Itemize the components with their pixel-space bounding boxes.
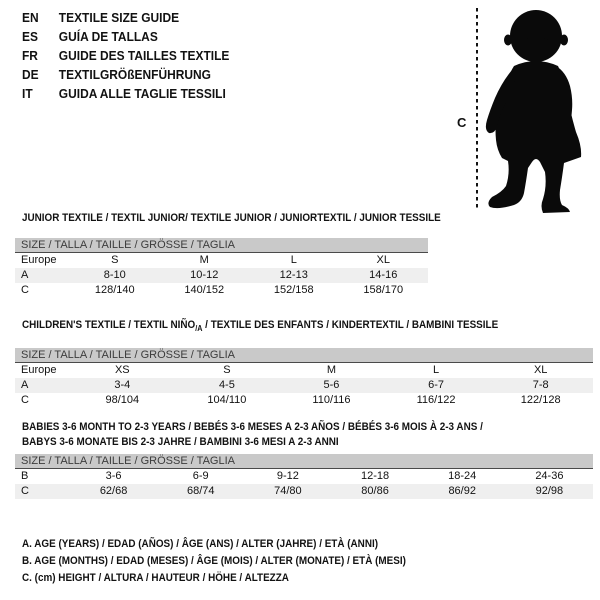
cell: 140/152 [184,284,225,296]
cell: 6-9 [192,470,209,482]
junior-size-table [15,253,428,298]
cell: XL [533,364,548,377]
cell: S [223,364,231,377]
table-row [15,378,593,393]
language-code: EN [22,10,39,25]
cell: 104/110 [207,394,247,407]
cell: M [199,254,209,266]
language-title: TEXTILGRÖßENFÜHRUNG [58,67,211,82]
table-title-line2: BABYS 3-6 MONATE BIS 2-3 JAHRE / BAMBINI 3-6 MESI A 2-3 ANNI [22,436,339,448]
cell: 152/158 [273,284,314,296]
cell: S [111,254,119,266]
cell: 86/92 [419,484,506,499]
cell: 12-13 [249,268,339,283]
cell: 3-4 [70,378,175,393]
title-part: CHILDREN'S TEXTILE / TEXTIL NIÑO [22,319,196,331]
row-label: C [21,394,29,407]
language-row-fr [22,46,229,65]
language-code: DE [22,67,39,82]
note-height: C. (cm) HEIGHT / ALTURA / HAUTEUR / HÖHE / ALTEZZA [22,572,289,584]
cell: 92/98 [506,484,593,499]
table-row [15,253,428,268]
cell: 116/122 [416,394,456,407]
language-code: FR [22,48,38,63]
table-row [15,484,593,499]
size-header-bar: SIZE / TALLA / TAILLE / GRÖSSE / TAGLIA [15,238,428,253]
size-header-bar: SIZE / TALLA / TAILLE / GRÖSSE / TAGLIA [15,348,593,363]
cell: 122/128 [520,394,561,407]
junior-textile-section [15,211,441,298]
language-code: ES [22,29,38,44]
table-title: JUNIOR TEXTILE / TEXTIL JUNIOR/ TEXTILE JUNIOR / JUNIORTEXTIL / JUNIOR TESSILE [22,212,441,224]
row-label: B [21,470,29,482]
height-label: C [457,115,467,130]
cell: 9-12 [276,470,299,482]
cell: M [326,364,337,377]
cell: 12-18 [360,470,390,482]
language-title: GUIDE DES TAILLES TEXTILE [58,48,230,63]
language-code: IT [22,86,33,101]
cell: 14-16 [339,268,429,283]
row-label: C [21,284,29,296]
row-label: Europe [21,364,57,377]
language-row-en [22,8,229,27]
row-label: Europe [21,254,57,266]
cell: 158/170 [363,284,404,296]
cell: 74/80 [244,484,331,499]
cell: 3-6 [105,470,122,482]
cell: 98/104 [105,394,140,407]
childrens-size-table [15,363,593,408]
cell: 110/116 [312,394,351,407]
row-label: C [15,484,70,499]
cell: 5-6 [279,378,384,393]
childrens-textile-section [15,318,593,408]
cell: 10-12 [160,268,250,283]
size-header-bar: SIZE / TALLA / TAILLE / GRÖSSE / TAGLIA [15,454,593,469]
cell: 68/74 [157,484,244,499]
table-row [15,393,593,408]
note-age-years: A. AGE (YEARS) / EDAD (AÑOS) / ÂGE (ANS) / ALTER (JAHRE) / ETÀ (ANNI) [22,538,379,550]
table-title-line1: BABIES 3-6 MONTH TO 2-3 YEARS / BEBÉS 3-6 MESES A 2-3 AÑOS / BÉBÉS 3-6 MOIS À 2-3 ANS / [22,421,483,433]
note-age-months: B. AGE (MONTHS) / EDAD (MESES) / ÂGE (MOIS) / ALTER (MONATE) / ETÀ (MESI) [22,555,406,567]
cell: XL [376,254,390,266]
baby-silhouette-icon [486,10,581,213]
language-title: TEXTILE SIZE GUIDE [58,10,180,25]
baby-figure [450,0,600,215]
language-row-es [22,27,229,46]
cell: 128/140 [94,284,135,296]
language-title: GUIDA ALLE TAGLIE TESSILI [58,86,226,101]
cell: 80/86 [331,484,418,499]
row-label: A [15,378,70,393]
language-title: GUÍA DE TALLAS [58,29,158,44]
title-part: / TEXTILE DES ENFANTS / KINDERTEXTIL / BAMBINI TESSILE [202,319,499,331]
row-label: A [15,268,70,283]
language-row-de [22,65,229,84]
legend-notes [22,536,449,587]
cell: 8-10 [70,268,160,283]
cell: 18-24 [448,470,477,482]
cell: 4-5 [175,378,280,393]
language-list [22,8,247,103]
cell: L [290,254,297,266]
cell: XS [114,364,130,377]
cell: 7-8 [488,378,593,393]
table-row [15,283,428,298]
babies-textile-section [15,420,593,499]
table-row [15,363,593,378]
cell: 24-36 [535,470,564,482]
title-subscript: /A [195,324,203,334]
language-row-it [22,84,229,103]
cell: 6-7 [384,378,489,393]
table-title [22,318,536,336]
cell: 62/68 [70,484,157,499]
table-row [15,469,593,484]
babies-size-table [15,469,593,499]
cell: L [433,364,440,377]
table-row [15,268,428,283]
